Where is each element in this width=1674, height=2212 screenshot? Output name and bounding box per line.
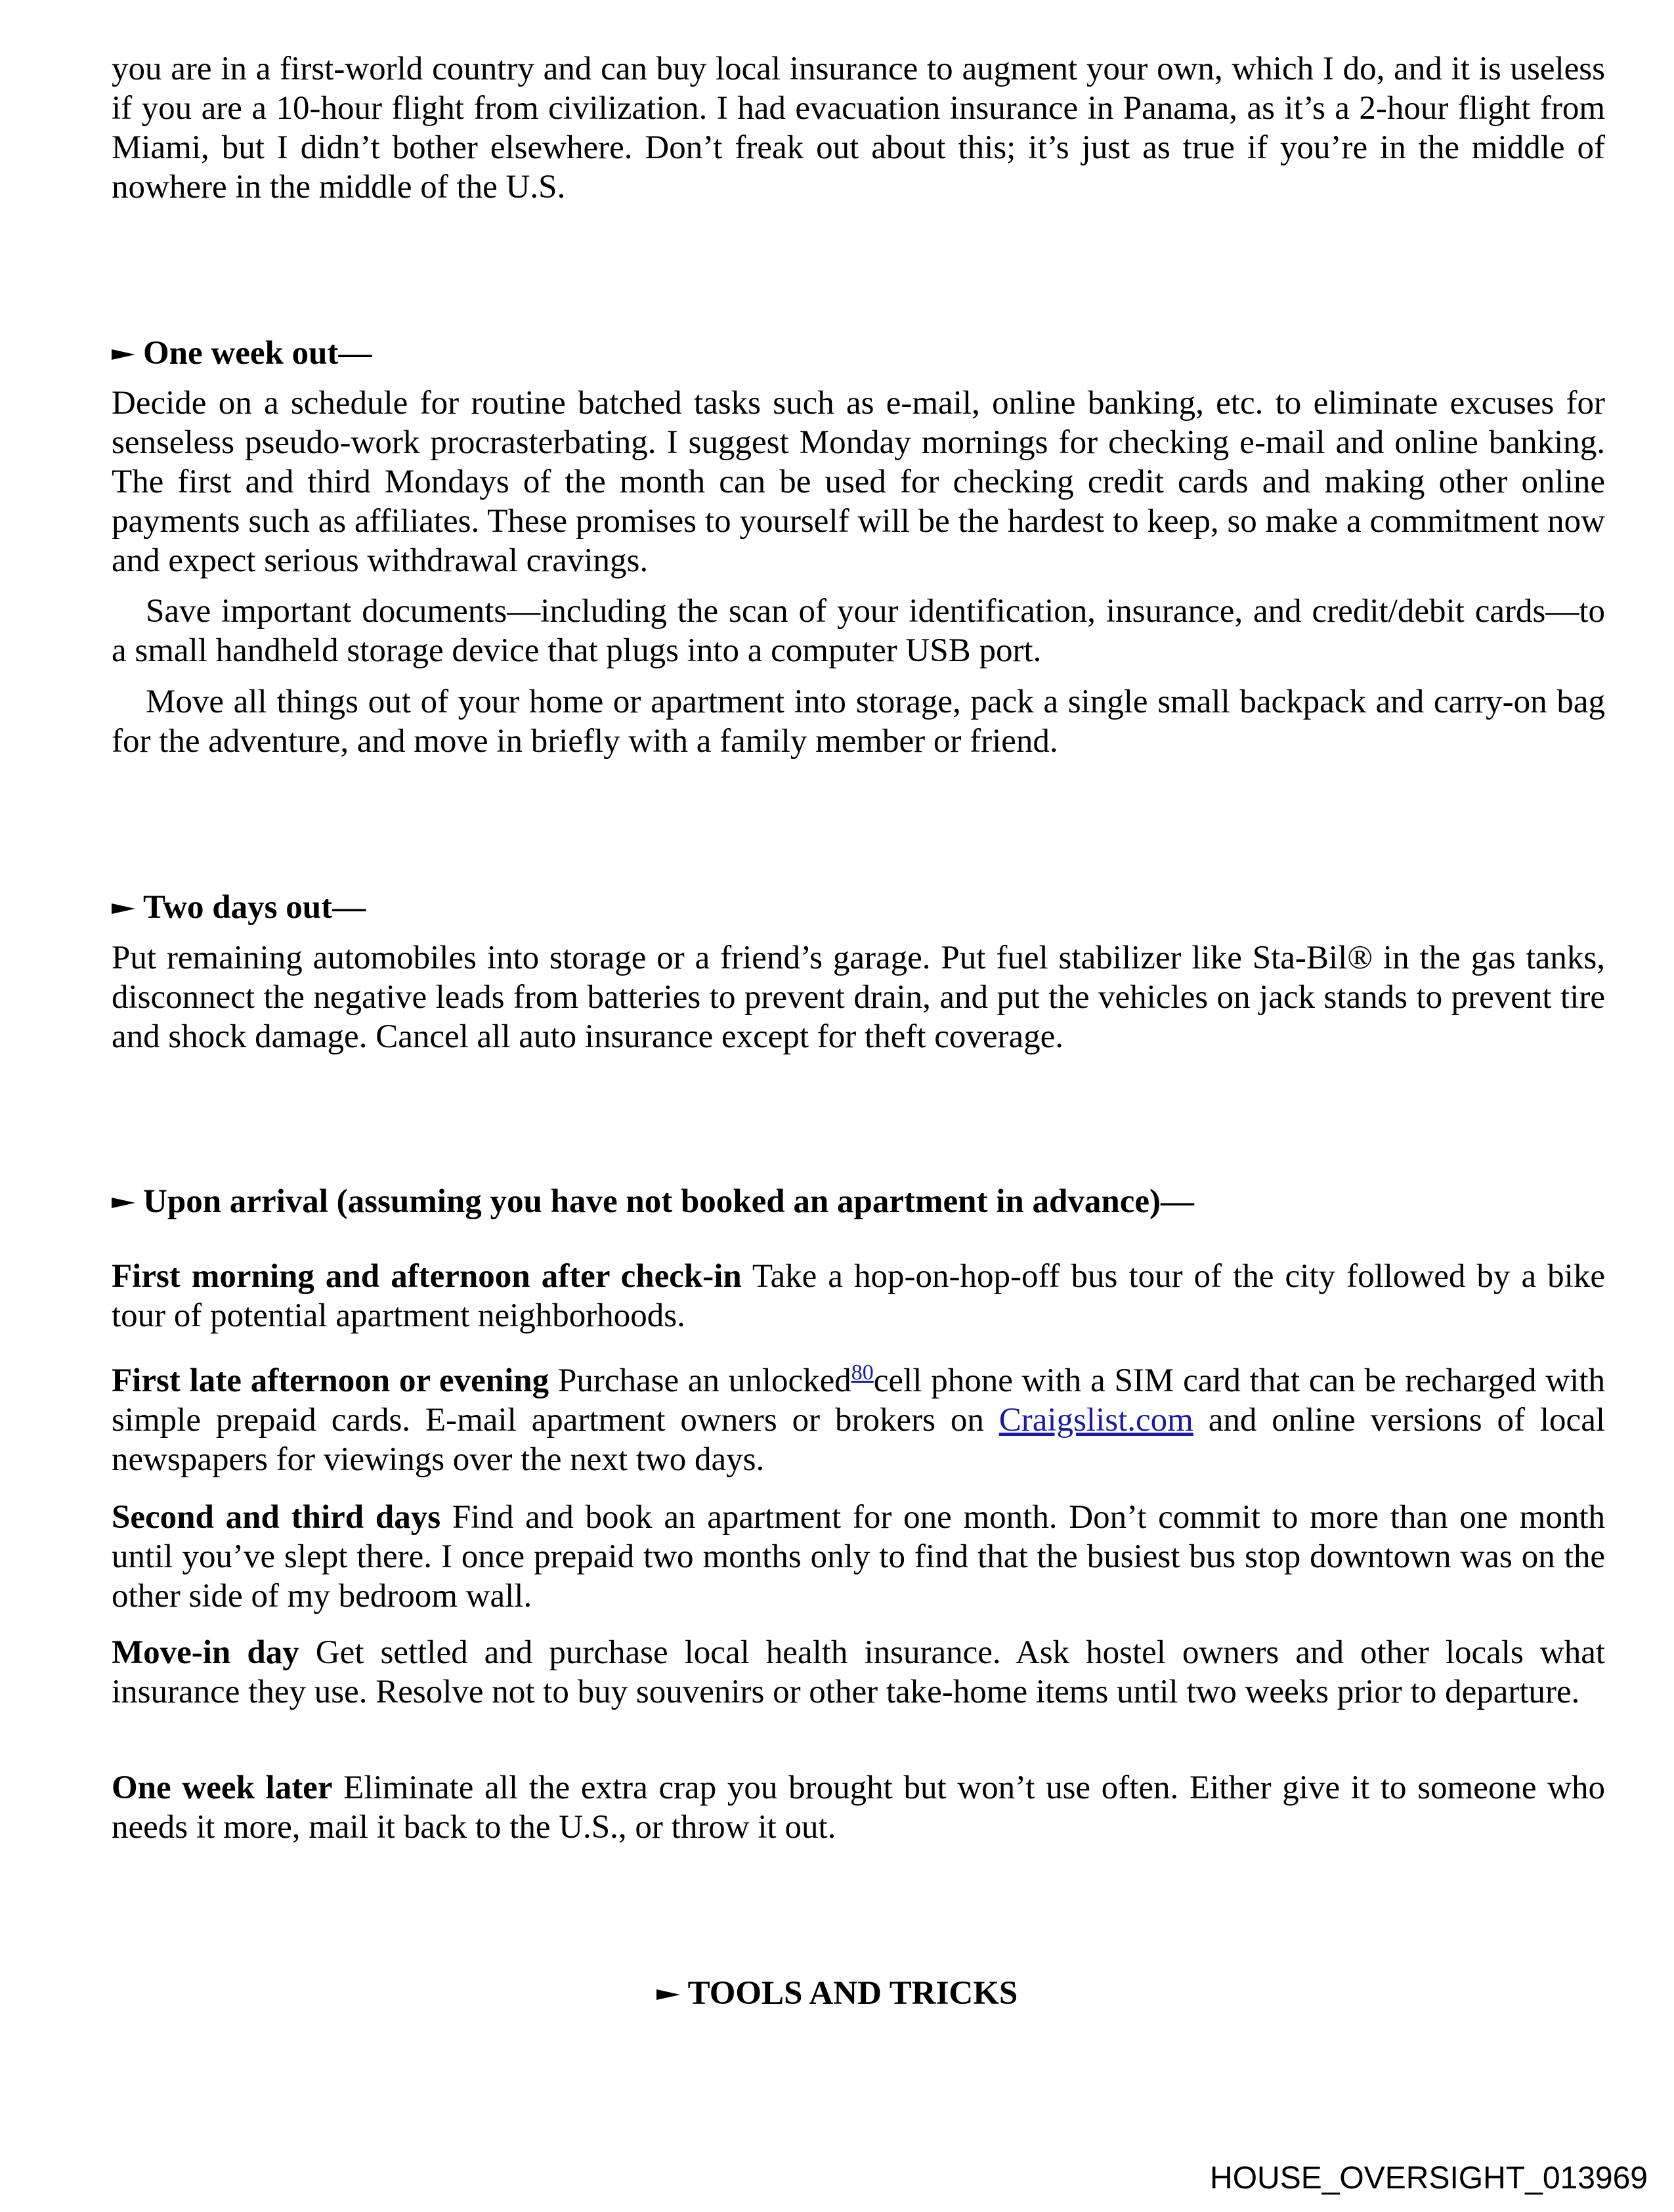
item-text: cell phone with a SIM card that can be recharged with simple prepaid cards. E-mail apartment owners or brokers on [112,1362,1605,1439]
heading-text: Upon arrival (assuming you have not booked an apartment in advance)— [143,1183,1194,1220]
section-heading-tools [0,1974,1674,2013]
item-text: and online versions of local newspapers for viewings over the next two days. [112,1402,1606,1478]
section-heading-one-week [112,334,1605,373]
arrival-item [112,1498,1605,1616]
heading-text: TOOLS AND TRICKS [687,1975,1018,2012]
item-term: One week later [112,1769,333,1806]
arrow-bullet-icon [112,349,135,360]
section-heading-two-days [112,888,1605,927]
item-term: First morning and afternoon after check-in [112,1258,742,1295]
item-term: First late afternoon or evening [112,1362,549,1399]
heading-text: Two days out— [143,889,366,926]
arrival-item [112,1361,1605,1479]
section-heading-arrival [112,1182,1605,1221]
footnote-link[interactable]: 80 [851,1360,874,1385]
item-text: Take a hop-on-hop-off bus tour of the city followed by a bike tour of potential apartment neighborhoods. [112,1258,1605,1334]
heading-text: One week out— [143,335,372,372]
arrival-item [112,1768,1605,1847]
arrow-bullet-icon [656,1989,680,2000]
arrow-bullet-icon [112,1198,135,1208]
intro-paragraph: you are in a first-world country and can buy local insurance to augment your own, which I do, and it is useless if you are a 10-hour flight from civilization. I had evacuation insurance in Panama, as it’s a 2-hour flight from Miami, but I didn’t bother elsewhere. Don’t freak out about this; it’s just as true if you’re in the middle of nowhere in the middle of the U.S. [112,51,1605,206]
item-text: Get settled and purchase local health insurance. Ask hostel owners and other locals what insurance they use. Resolve not to buy souvenirs or other take-home items until two weeks prior to departure. [112,1634,1606,1710]
craigslist-link[interactable]: Craigslist.com [998,1402,1193,1439]
paragraph: Save important documents—including the scan of your identification, insurance, and credit/debit cards—to a small handheld storage device that plugs into a computer USB port. [112,593,1605,669]
item-text: Purchase an unlocked [557,1362,851,1399]
paragraph: Decide on a schedule for routine batched tasks such as e-mail, online banking, etc. to eliminate excuses for senseless pseudo-work procrasterbating. I suggest Monday mornings for checking e-mail and online banking. The first and third Mondays of the month can be used for checking credit cards and making other online payments such as affiliates. These promises to yourself will be the hardest to keep, so make a commitment now and expect serious withdrawal cravings. [112,385,1605,579]
item-text: Find and book an apartment for one month. Don’t commit to more than one month until you’ve slept there. I once prepaid two months only to find that the busiest bus stop downtown was on the other side of my bedroom wall. [112,1499,1606,1615]
paragraph: Move all things out of your home or apartment into storage, pack a single small backpack and carry-on bag for the adventure, and move in briefly with a family member or friend. [112,683,1605,760]
arrow-bullet-icon [112,903,135,914]
bates-stamp: HOUSE_OVERSIGHT_013969 [1210,2161,1648,2196]
arrival-item [112,1633,1605,1712]
item-text: Eliminate all the extra crap you brought but won’t use often. Either give it to someone who needs it more, mail it back to the U.S., or throw it out. [112,1769,1606,1846]
item-term: Move-in day [112,1634,299,1671]
arrival-item [112,1257,1605,1335]
paragraph: Put remaining automobiles into storage or a friend’s garage. Put fuel stabilizer like Sta-Bil® in the gas tanks, disconnect the negative leads from batteries to prevent drain, and put the vehicles on jack stands to prevent tire and shock damage. Cancel all auto insurance except for theft coverage. [112,940,1605,1055]
item-term: Second and third days [112,1499,441,1536]
